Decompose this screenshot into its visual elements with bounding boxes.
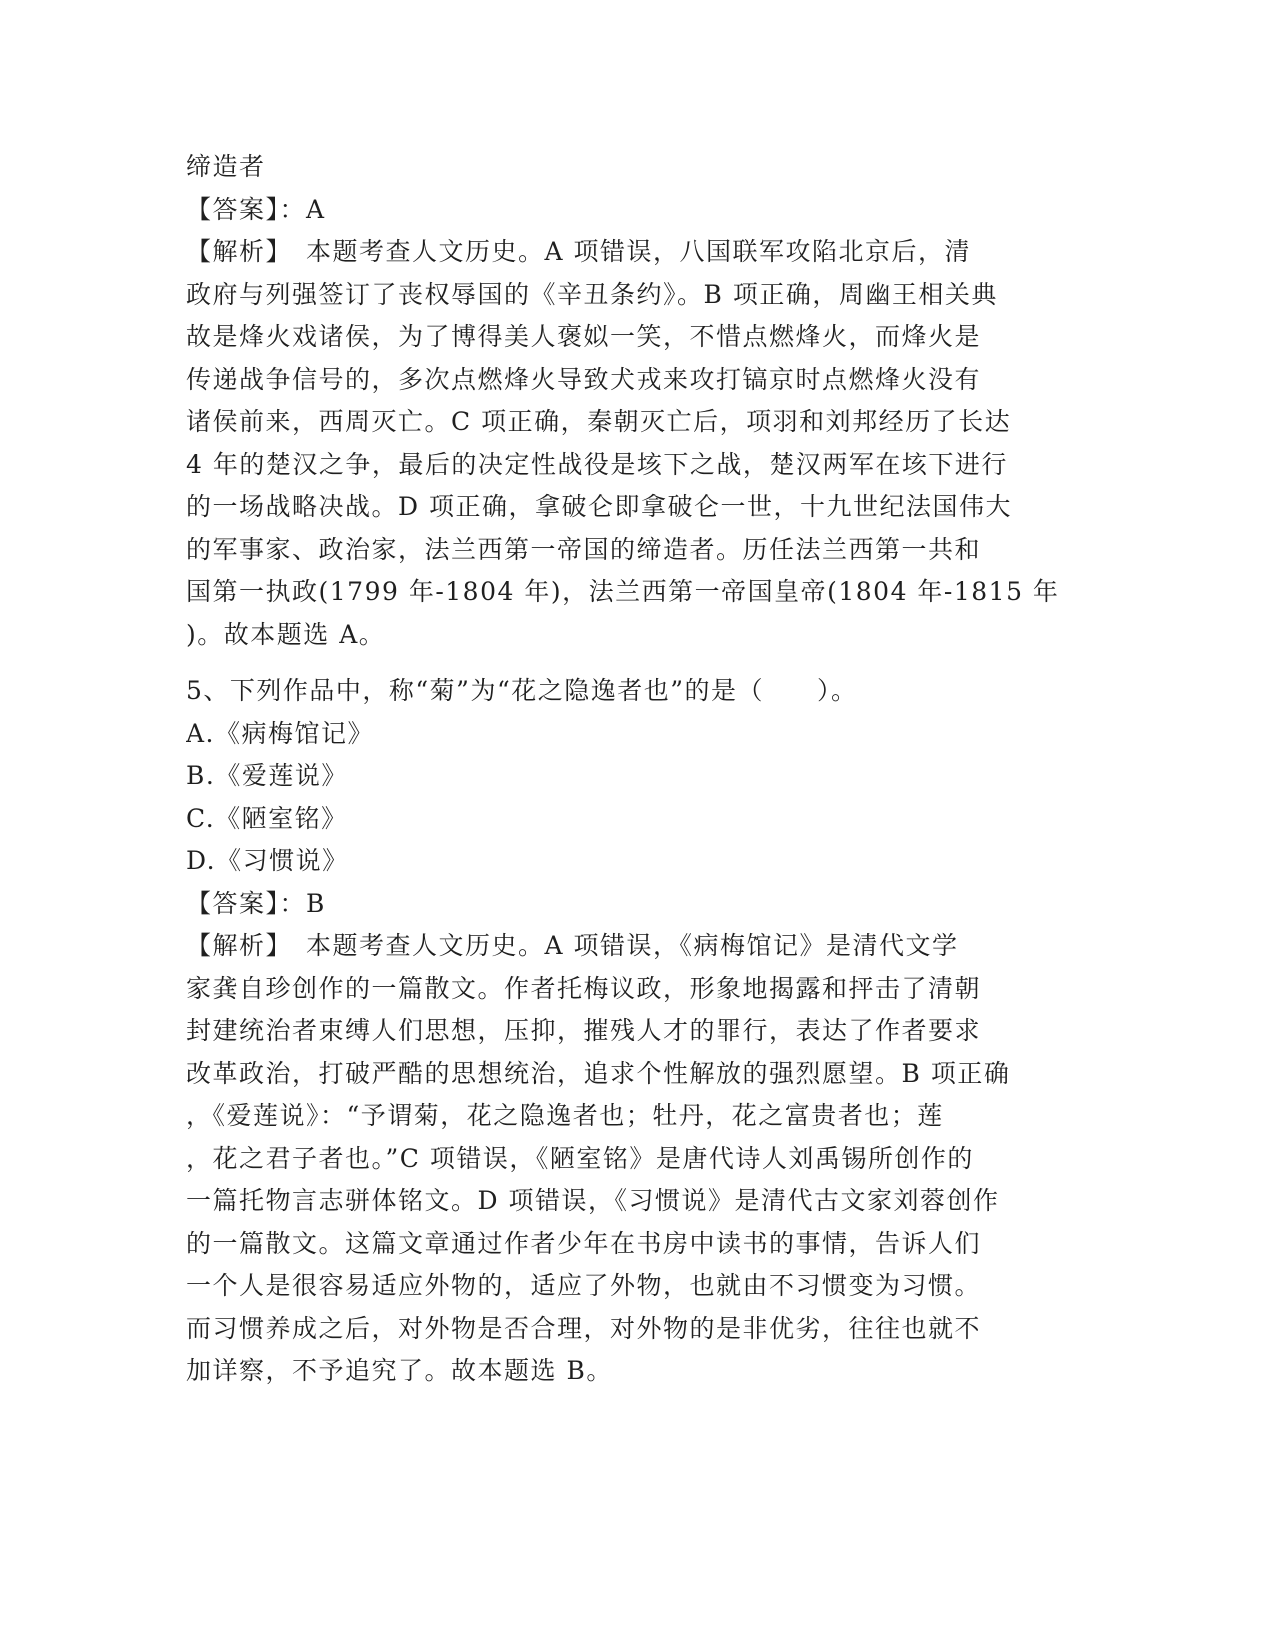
option-list: [186, 713, 1066, 883]
analysis-line: 而习惯养成之后，对外物是否合理，对外物的是非优劣，往往也就不: [186, 1313, 982, 1343]
answer-label: 【答案】：B: [186, 888, 326, 918]
section-gap: [186, 656, 1066, 670]
document-page: [186, 146, 1066, 1393]
option-c: C.《陋室铭》: [186, 803, 348, 833]
option-a: A.《病梅馆记》: [186, 718, 375, 748]
continuation-text: 缔造者: [186, 152, 266, 181]
analysis-paragraph: [186, 925, 1066, 1393]
analysis-line: )。故本题选 A。: [186, 619, 386, 649]
analysis-line: 故是烽火戏诸侯，为了博得美人褒姒一笑，不惜点燃烽火，而烽火是: [186, 322, 982, 351]
analysis-line: 加详察，不予追究了。故本题选 B。: [186, 1356, 613, 1385]
analysis-line: 传递战争信号的，多次点燃烽火导致犬戎来攻打镐京时点燃烽火没有: [186, 364, 982, 394]
analysis-line: 的一篇散文。这篇文章通过作者少年在书房中读书的事情，告诉人们: [186, 1228, 982, 1258]
analysis-line: 改革政治，打破严酷的思想统治，追求个性解放的强烈愿望。B 项正确: [186, 1058, 1011, 1088]
analysis-line: 国第一执政(1799 年-1804 年)，法兰西第一帝国皇帝(1804 年-1815 年: [186, 577, 1060, 606]
analysis-line: 【解析】 本题考查人文历史。A 项错误，八国联军攻陷北京后，清: [186, 237, 972, 266]
analysis-line: 一篇托物言志骈体铭文。D 项错误，《习惯说》是清代古文家刘蓉创作: [186, 1186, 1000, 1215]
analysis-line: 诸侯前来，西周灭亡。C 项正确，秦朝灭亡后，项羽和刘邦经历了长达: [186, 407, 1012, 436]
analysis-line: 4 年的楚汉之争，最后的决定性战役是垓下之战，楚汉两军在垓下进行: [186, 449, 1008, 479]
analysis-line: 家龚自珍创作的一篇散文。作者托梅议政，形象地揭露和抨击了清朝: [186, 973, 982, 1003]
analysis-line: 的一场战略决战。D 项正确，拿破仑即拿破仑一世，十九世纪法国伟大: [186, 492, 1012, 521]
analysis-line: 一个人是很容易适应外物的，适应了外物，也就由不习惯变为习惯。: [186, 1271, 982, 1300]
analysis-line: ，花之君子者也。”C 项错误，《陋室铭》是唐代诗人刘禹锡所创作的: [186, 1143, 974, 1173]
analysis-line: 政府与列强签订了丧权辱国的《辛丑条约》。B 项正确，周幽王相关典: [186, 279, 998, 309]
question-stem: 5、下列作品中，称“菊”为“花之隐逸者也”的是（ ）。: [186, 676, 858, 705]
answer-label: 【答案】：A: [186, 194, 326, 224]
option-d: D.《习惯说》: [186, 846, 349, 875]
analysis-line: 【解析】 本题考查人文历史。A 项错误，《病梅馆记》是清代文学: [186, 931, 959, 960]
analysis-line: ，《爱莲说》：“予谓菊，花之隐逸者也；牡丹，花之富贵者也；莲: [186, 1101, 944, 1130]
analysis-line: 封建统治者束缚人们思想，压抑，摧残人才的罪行，表达了作者要求: [186, 1016, 982, 1045]
analysis-paragraph: [186, 231, 1066, 656]
analysis-line: 的军事家、政治家，法兰西第一帝国的缔造者。历任法兰西第一共和: [186, 534, 982, 564]
option-b: B.《爱莲说》: [186, 761, 348, 790]
